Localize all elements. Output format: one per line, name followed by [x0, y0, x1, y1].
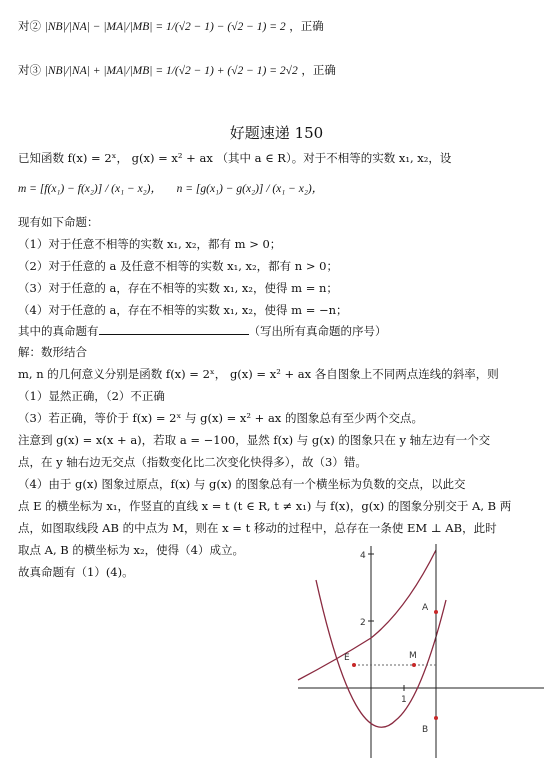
m-definition: m = [f(x₁) − f(x₂)] / (x₁ − x₂)，	[18, 183, 163, 195]
question: 其中的真命题有 （写出所有真命题的序号）	[18, 324, 387, 338]
problem-intro: 已知函数 f(x) = 2ˣ， g(x) = x² + ax （其中 a ∈ R）。对于不相等的实数 x₁, x₂，设	[18, 151, 452, 165]
label-a: A	[422, 603, 429, 613]
point-b	[434, 716, 438, 720]
solution-head: 解：数形结合	[18, 345, 87, 359]
solution-p4a: 注意到 g(x) = x(x + a)，若取 a = −100，显然 f(x) 与 g(x) 的图象只在 y 轴左边有一个交	[18, 433, 491, 447]
item-2: （2）对于任意的 a 及任意不相等的实数 x₁, x₂，都有 n > 0；	[18, 259, 338, 273]
label-b: B	[422, 725, 429, 735]
formula-3: |NB|/|NA| + |MA|/|MB| = 1/(√2 − 1) + (√2 − 1) = 2√2	[44, 65, 298, 77]
answer-blank	[99, 322, 249, 335]
solution-p1: m, n 的几何意义分别是函数 f(x) = 2ˣ， g(x) = x² + ax 各自图象上不同两点连线的斜率，则	[18, 367, 499, 381]
solution-p5a: （4）由于 g(x) 图象过原点，f(x) 与 g(x) 的图象总有一个横坐标为负数的交点，以此交	[18, 477, 466, 491]
label-m: M	[409, 651, 417, 661]
point-m	[412, 663, 416, 667]
solution-p5c: 点，如图取线段 AB 的中点为 M，则在 x = t 移动的过程中，总存在一条使 EM ⊥ AB，此时	[18, 521, 497, 535]
tick-label-1: 1	[401, 695, 407, 705]
problem-defs	[18, 180, 543, 197]
solution-p2: （1）显然正确，（2）不正确	[18, 389, 165, 403]
label-e: E	[344, 653, 350, 663]
graph-background	[296, 540, 546, 762]
solution-p4b: 点，在 y 轴右边无交点（指数变化比二次变化快得多），故（3）错。	[18, 455, 367, 469]
n-definition: n = [g(x₁) − g(x₂)] / (x₁ − x₂)，	[176, 183, 324, 195]
problem-prompt: 现有如下命题：	[18, 215, 99, 229]
solution-p3: （3）若正确，等价于 f(x) = 2ˣ 与 g(x) = x² + ax 的图象总有至少两个交点。	[18, 411, 423, 425]
formula-2: |NB|/|NA| − |MA|/|MB| = 1/(√2 − 1) − (√2 − 1) = 2	[44, 21, 286, 33]
function-graph	[296, 540, 546, 762]
tick-label-4: 4	[360, 551, 366, 561]
tick-label-2: 2	[360, 618, 366, 628]
solution-conclusion: 故真命题有（1）(4)。	[18, 565, 134, 579]
point-a	[434, 610, 438, 614]
page-title: 好题速递 150	[229, 124, 324, 142]
line-2: 对② |NB|/|NA| − |MA|/|MB| = 1/(√2 − 1) − (√2 − 1) = 2 ，正确	[18, 19, 324, 33]
item-1: （1）对于任意不相等的实数 x₁, x₂，都有 m > 0；	[18, 237, 282, 251]
solution-p5b: 点 E 的横坐标为 x₁，作竖直的直线 x = t (t ∈ R, t ≠ x₁) 与 f(x)，g(x) 的图象分别交于 A, B 两	[18, 499, 512, 513]
point-e	[352, 663, 356, 667]
item-3: （3）对于任意的 a，存在不相等的实数 x₁, x₂，使得 m = n；	[18, 281, 338, 295]
item-4: （4）对于任意的 a，存在不相等的实数 x₁, x₂，使得 m = −n；	[18, 303, 348, 317]
solution-p5d: 取点 A, B 的横坐标为 x₂，使得（4）成立。	[18, 543, 244, 557]
line-3: 对③ |NB|/|NA| + |MA|/|MB| = 1/(√2 − 1) + (√2 − 1) = 2√2 ，正确	[18, 63, 336, 77]
